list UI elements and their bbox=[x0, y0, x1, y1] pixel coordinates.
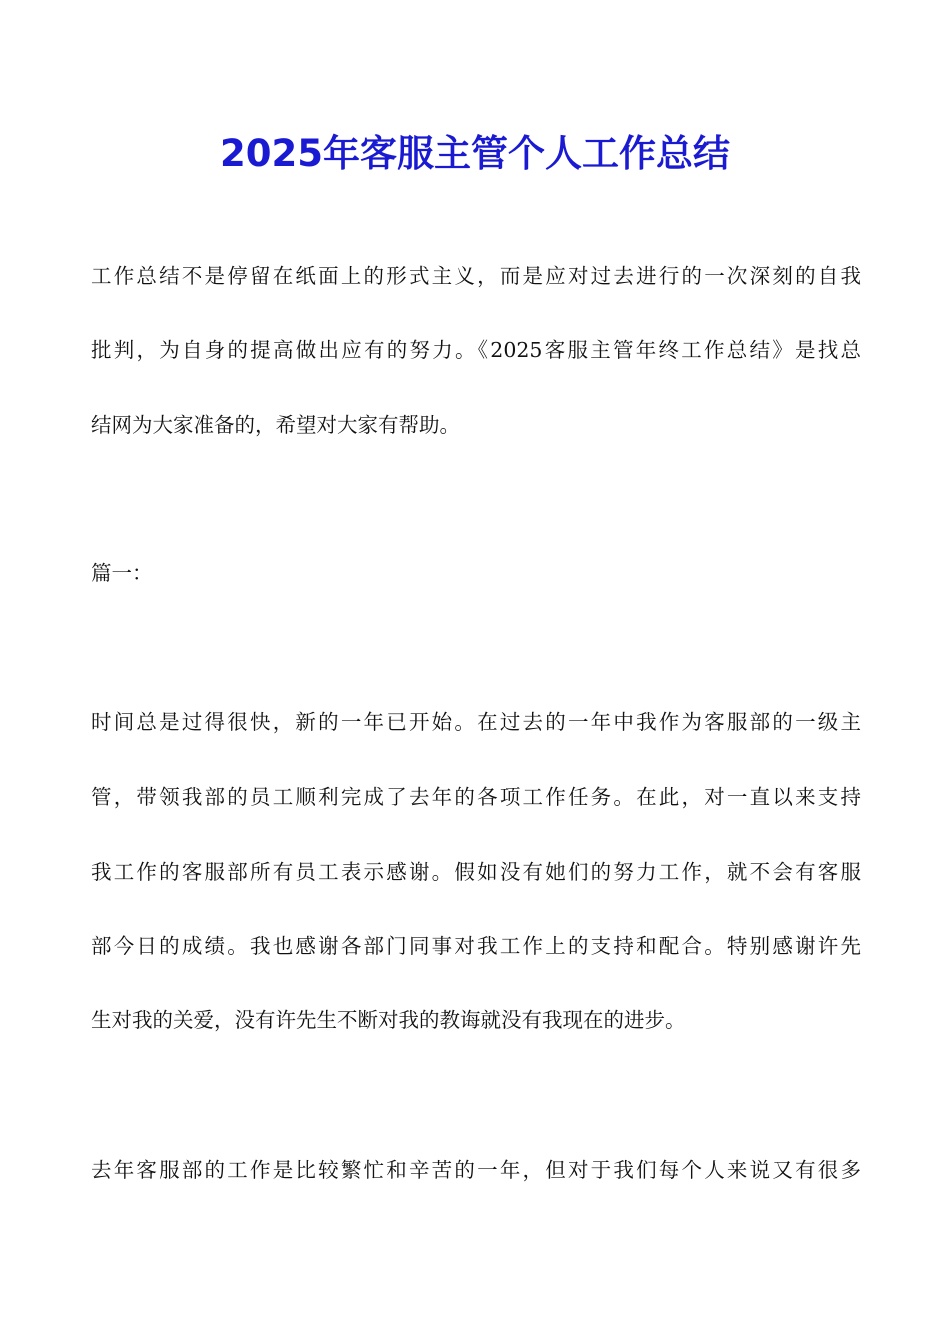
paragraph1-line-3: 我工作的客服部所有员工表示感谢。假如没有她们的努力工作，就不会有客服 bbox=[91, 860, 861, 884]
paragraph2-line-1: 去年客服部的工作是比较繁忙和辛苦的一年，但对于我们每个人来说又有很多 bbox=[91, 1158, 861, 1182]
intro-line-1: 工作总结不是停留在纸面上的形式主义，而是应对过去进行的一次深刻的自我 bbox=[91, 264, 861, 288]
intro-line-2: 批判，为自身的提高做出应有的努力。《2025客服主管年终工作总结》是找总 bbox=[91, 338, 861, 362]
paragraph1-line-2: 管，带领我部的员工顺利完成了去年的各项工作任务。在此，对一直以来支持 bbox=[91, 785, 861, 809]
paragraph1-line-1: 时间总是过得很快，新的一年已开始。在过去的一年中我作为客服部的一级主 bbox=[91, 710, 861, 734]
section-heading: 篇一： bbox=[91, 561, 153, 585]
paragraph1-line-4: 部今日的成绩。我也感谢各部门同事对我工作上的支持和配合。特别感谢许先 bbox=[91, 934, 861, 958]
paragraph1-line-5: 生对我的关爱，没有许先生不断对我的教诲就没有我现在的进步。 bbox=[91, 1008, 686, 1032]
document-title: 2025年客服主管个人工作总结 bbox=[220, 132, 730, 175]
intro-line-3: 结网为大家准备的，希望对大家有帮助。 bbox=[91, 413, 460, 437]
